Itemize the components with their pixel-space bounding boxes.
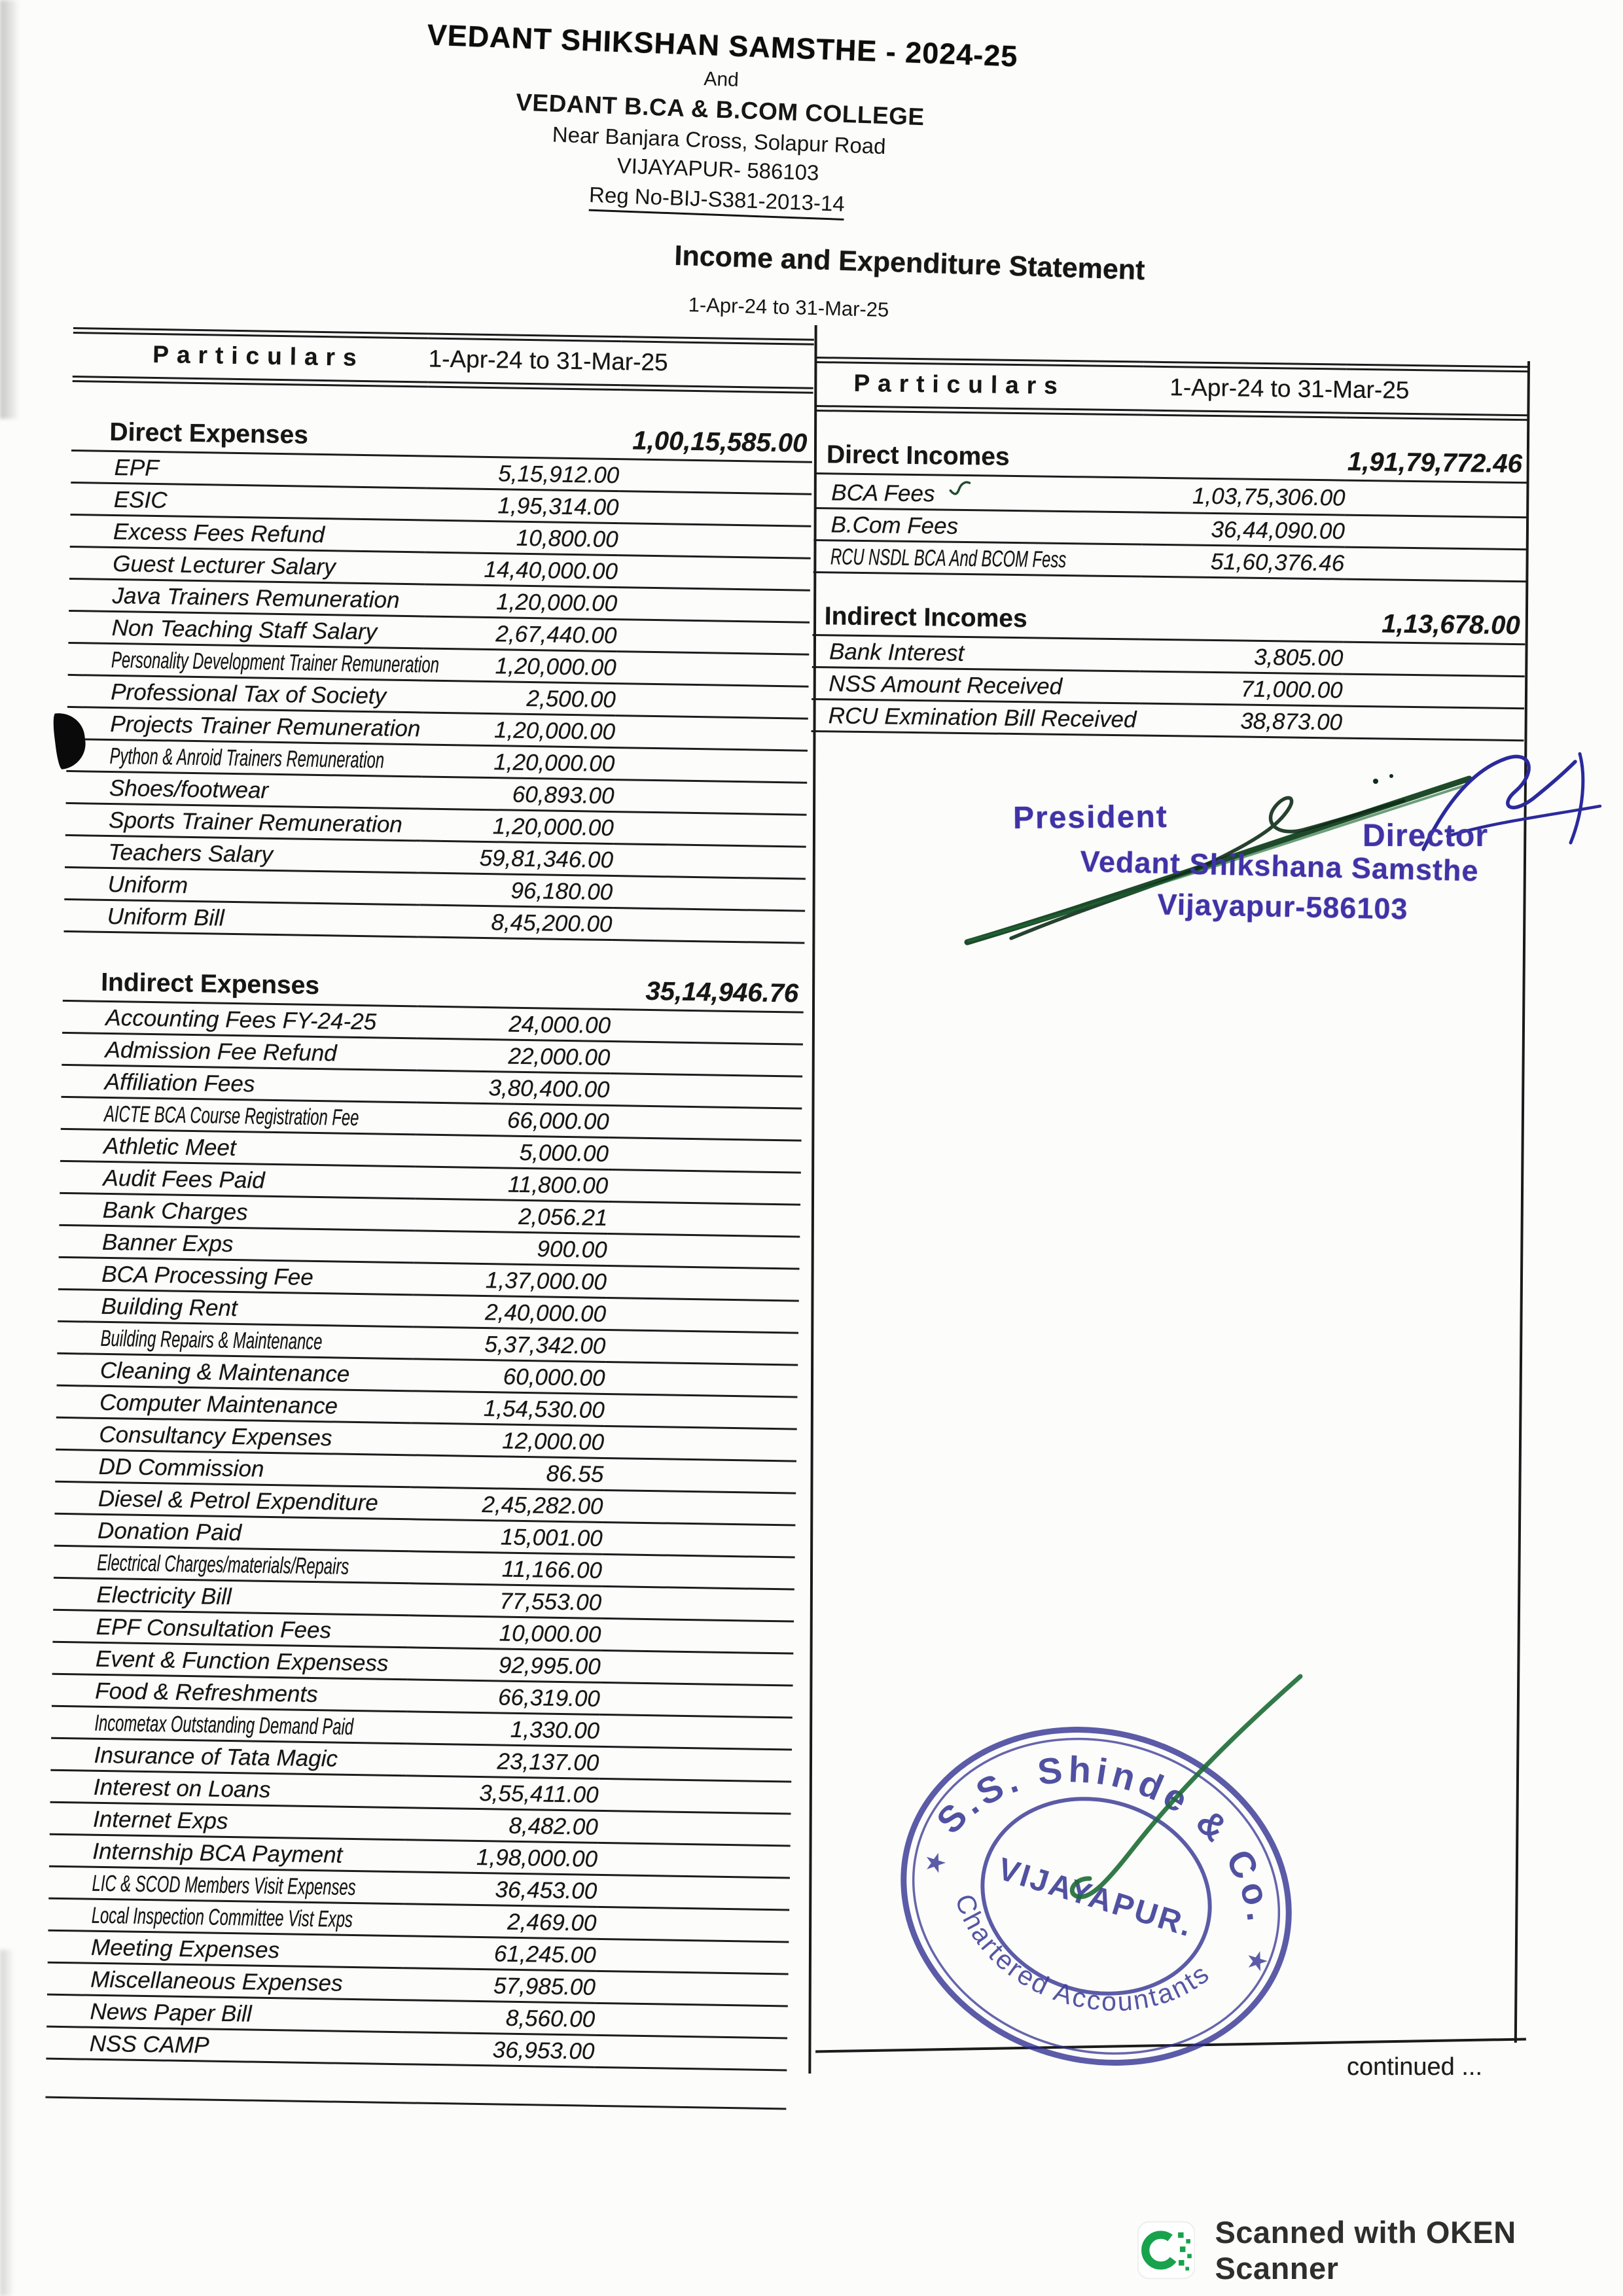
row-empty-cell: [603, 1458, 796, 1493]
row-label-text: Admission Fee Refund: [105, 1036, 337, 1067]
row-amount: 77,553.00: [408, 1583, 601, 1619]
row-label-text: Accounting Fees FY-24-25: [105, 1004, 377, 1035]
row-label: [46, 2026, 402, 2064]
row-empty-cell: [594, 2035, 787, 2070]
row-empty-cell: [617, 588, 810, 623]
row-label: [50, 1770, 406, 1808]
column-header-period: 1-Apr-24 to 31-Mar-25: [1143, 364, 1529, 418]
row-label: [52, 1610, 408, 1648]
row-label: [71, 450, 427, 488]
row-empty-cell: [597, 1810, 791, 1846]
row-empty-cell: [601, 1618, 794, 1653]
address-line: Near Banjara Cross, Solapur Road: [552, 122, 887, 159]
row-amount: 60,893.00: [421, 777, 615, 812]
row-label-text: Affiliation Fees: [104, 1069, 255, 1097]
row-empty-cell: [597, 1875, 790, 1910]
ca-stamp-center-text: VIJAYAPUR.: [993, 1851, 1198, 1944]
column-header-particulars: Particulars: [815, 360, 1144, 413]
row-label: [54, 1513, 410, 1551]
row-empty-cell: [1345, 480, 1527, 518]
row-empty-cell: [616, 652, 809, 687]
section-title: Direct Incomes: [815, 436, 1143, 478]
row-label-text: Electricity Bill: [96, 1581, 232, 1610]
row-empty-cell: [609, 1074, 802, 1109]
row-label: [814, 473, 1143, 512]
city-line: VIJAYAPUR- 586103: [616, 153, 820, 185]
row-amount: 66,000.00: [416, 1103, 609, 1138]
row-label-text: Internship BCA Payment: [92, 1838, 343, 1868]
row-label-text: Projects Trainer Remuneration: [110, 711, 421, 742]
row-label: [62, 1065, 418, 1103]
row-amount: 2,40,000.00: [413, 1295, 606, 1330]
scanner-footer: [1137, 2214, 1623, 2286]
row-label: [60, 1129, 416, 1167]
row-label-text: Personality Development Trainer Remuneration: [111, 646, 440, 678]
row-label-text: BCA Processing Fee: [101, 1261, 314, 1290]
row-label-text: News Paper Bill: [90, 1998, 252, 2027]
row-empty-cell: [610, 1042, 803, 1077]
table-body: [812, 408, 1528, 741]
row-empty-cell: [603, 1490, 796, 1525]
row-amount: 1,54,530.00: [412, 1391, 605, 1426]
row-label: [812, 699, 1140, 735]
row-label-text: Internet Exps: [92, 1806, 228, 1834]
row-label-text: Professional Tax of Society: [110, 679, 387, 709]
row-label-text: Guest Lecturer Salary: [113, 550, 336, 580]
row-empty-cell: [607, 1233, 800, 1269]
org-stamp-line: Vedant Shikshana Samsthe: [1079, 844, 1480, 888]
row-label-text: Donation Paid: [97, 1517, 242, 1546]
row-empty-cell: [600, 1650, 793, 1686]
row-label-text: Athletic Meet: [103, 1133, 236, 1161]
column-header-particulars: Particulars: [73, 330, 429, 385]
row-empty-cell: [619, 459, 812, 495]
row-label-text: Diesel & Petrol Expenditure: [98, 1485, 379, 1516]
row-label-text: Building Repairs & Maintenance: [100, 1325, 323, 1355]
row-label: [813, 508, 1142, 544]
row-amount: 8,45,200.00: [419, 905, 613, 940]
row-label-text: RCU NSDL BCA And BCOM Fess: [830, 544, 1067, 573]
row-label: [813, 540, 1142, 576]
row-label-text: BCA Fees: [831, 480, 935, 507]
row-label-text: Bank Interest: [829, 639, 965, 666]
row-label: [52, 1642, 408, 1680]
oken-scanner-icon: [1137, 2219, 1195, 2281]
row-label-text: Teachers Salary: [108, 839, 274, 868]
row-amount: 92,995.00: [408, 1648, 601, 1683]
row-empty-cell: [1344, 547, 1526, 582]
row-amount: 11,800.00: [416, 1167, 609, 1202]
row-label-text: Food & Refreshments: [94, 1678, 318, 1708]
row-empty-cell: [596, 1971, 789, 2006]
income-table: [811, 357, 1528, 741]
row-label: [59, 1225, 415, 1263]
row-amount: 3,55,411.00: [406, 1776, 599, 1811]
row-empty-cell: [596, 1907, 789, 1942]
row-label-text: Non Teaching Staff Salary: [111, 614, 378, 645]
row-label: [70, 514, 426, 552]
statement-title: Income and Expenditure Statement: [673, 239, 1146, 287]
row-amount: 2,45,282.00: [410, 1487, 603, 1523]
row-label: [66, 739, 422, 777]
row-label-text: NSS Amount Received: [829, 671, 1063, 699]
row-label: [65, 803, 421, 841]
row-amount: 1,03,75,306.00: [1142, 478, 1346, 515]
row-label: [56, 1385, 412, 1423]
row-amount: 51,60,376.46: [1141, 544, 1345, 579]
row-label-text: Miscellaneous Expenses: [90, 1966, 343, 1996]
row-amount: 1,20,000.00: [423, 648, 616, 684]
row-amount: 1,98,000.00: [404, 1840, 597, 1875]
row-label: [62, 1000, 418, 1038]
row-label: [69, 546, 425, 584]
section-total: 1,91,79,772.46: [1143, 441, 1528, 483]
scanner-footer-text: Scanned with OKEN Scanner: [1215, 2215, 1516, 2286]
row-empty-cell: [618, 556, 811, 591]
row-empty-cell: [605, 1330, 798, 1365]
row-label-text: Sports Trainer Remuneration: [108, 807, 403, 838]
row-empty-cell: [599, 1714, 793, 1750]
row-empty-cell: [606, 1298, 799, 1333]
row-amount: 900.00: [414, 1231, 607, 1266]
row-label-text: AICTE BCA Course Registration Fee: [103, 1101, 359, 1131]
row-empty-cell: [615, 684, 808, 719]
star-icon: ★: [919, 1845, 951, 1881]
row-amount: 1,330.00: [406, 1712, 599, 1747]
president-stamp-label: President: [1012, 799, 1168, 836]
college-name: VEDANT B.CA & B.COM COLLEGE: [515, 88, 925, 131]
row-label-text: EPF Consultation Fees: [96, 1614, 332, 1644]
row-empty-cell: [597, 1843, 791, 1878]
row-empty-cell: [604, 1426, 797, 1461]
row-label: [64, 867, 420, 905]
row-amount: 66,319.00: [407, 1680, 600, 1715]
row-label: [49, 1834, 405, 1872]
and-label: And: [703, 67, 740, 91]
expenditure-table: [45, 327, 813, 2110]
row-empty-cell: [598, 1778, 791, 1814]
row-label: [68, 643, 440, 680]
column-header-period: 1-Apr-24 to 31-Mar-25: [428, 336, 814, 391]
row-empty-cell: [599, 1746, 792, 1782]
row-label-text: Interest on Loans: [93, 1774, 271, 1803]
section-total: 1,00,15,585.00: [427, 419, 812, 463]
row-empty-cell: [618, 523, 811, 559]
row-label-text: RCU Exmination Bill Received: [828, 703, 1137, 733]
pen-stroke-over-stamp: [1011, 1662, 1325, 1963]
row-label: [66, 771, 422, 809]
row-label: [50, 1802, 406, 1840]
org-title: VEDANT SHIKSHAN SAMSTHE - 2024-25: [426, 18, 1019, 73]
row-empty-cell: [614, 780, 807, 815]
row-label-text: Meeting Expenses: [90, 1934, 280, 1964]
row-label: [65, 835, 421, 873]
row-amount: 23,137.00: [406, 1744, 599, 1779]
scan-edge-smudge: [0, 1950, 14, 2296]
row-empty-cell: [602, 1554, 795, 1589]
row-label-text: Shoes/footwear: [109, 775, 269, 804]
row-label: [60, 1161, 416, 1199]
row-label-text: Bank Charges: [102, 1197, 248, 1226]
row-label: [48, 1898, 404, 1936]
section-title: Indirect Expenses: [63, 964, 419, 1006]
row-amount: 71,000.00: [1139, 671, 1343, 706]
header-row: [815, 360, 1529, 417]
row-label: [812, 667, 1140, 703]
row-label-text: Computer Maintenance: [99, 1389, 338, 1419]
row-label-text: Consultancy Expenses: [99, 1421, 332, 1451]
row-label-text: Electrical Charges/materials/Repairs: [97, 1549, 349, 1580]
city-stamp-line: Vijayapur-586103: [1157, 887, 1408, 926]
row-label-text: Excess Fees Refund: [113, 519, 325, 548]
row-amount: 2,67,440.00: [424, 616, 617, 652]
row-empty-cell: [602, 1522, 795, 1557]
row-label-text: Insurance of Tata Magic: [94, 1742, 338, 1772]
row-empty-cell: [1342, 674, 1524, 709]
row-amount: 10,000.00: [408, 1616, 601, 1651]
row-label: [56, 1417, 412, 1455]
row-label: [69, 578, 425, 616]
row-label-text: Cleaning & Maintenance: [99, 1357, 350, 1387]
row-label-text: Building Rent: [101, 1293, 238, 1322]
row-label-text: Java Trainers Remuneration: [112, 582, 400, 613]
row-label: [67, 675, 423, 713]
row-label: [48, 1866, 404, 1904]
row-empty-cell: [1343, 642, 1525, 677]
star-icon: ★: [1241, 1943, 1273, 1979]
row-label-text: NSS CAMP: [89, 2030, 209, 2058]
row-label-text: Local Inspection Committee Vist Exps: [91, 1902, 353, 1933]
row-label-text: ESIC: [113, 487, 168, 514]
row-amount: 14,40,000.00: [425, 552, 618, 588]
row-label: [70, 482, 426, 520]
row-label: [55, 1449, 411, 1487]
row-amount: 1,20,000.00: [422, 745, 615, 780]
row-empty-cell: [615, 748, 808, 783]
row-label: [59, 1193, 415, 1231]
row-label: [46, 1994, 402, 2032]
row-label-text: Incometax Outstanding Demand Paid: [94, 1710, 354, 1740]
row-amount: 86.55: [411, 1455, 604, 1491]
row-amount: 36,44,090.00: [1141, 512, 1345, 547]
row-label: [54, 1545, 410, 1583]
row-amount: 3,805.00: [1140, 639, 1344, 674]
row-empty-cell: [601, 1586, 794, 1621]
row-empty-cell: [613, 844, 806, 879]
row-label-text: LIC & SCOD Members Visit Expenses: [92, 1870, 356, 1901]
row-label: [57, 1321, 413, 1359]
row-amount: 11,166.00: [409, 1551, 602, 1587]
row-label: [58, 1257, 414, 1295]
row-empty-cell: [611, 1010, 804, 1045]
row-amount: 24,000.00: [418, 1006, 611, 1042]
row-amount: 8,560.00: [402, 2000, 595, 2036]
statement-period: 1-Apr-24 to 31-Mar-25: [688, 292, 889, 322]
row-label: [57, 1353, 413, 1391]
registration-number: Reg No-BIJ-S381-2013-14: [588, 183, 845, 221]
row-amount: 5,000.00: [416, 1135, 609, 1170]
row-label: [47, 1962, 403, 2000]
row-amount: 2,500.00: [423, 680, 616, 716]
ca-stamp-firm-arc: S.S. Shinde & Co.: [928, 1748, 1282, 1928]
row-label-text: DD Commission: [98, 1453, 264, 1482]
row-amount: 36,453.00: [404, 1872, 597, 1907]
row-label-text: EPF: [114, 455, 160, 482]
table-header: [815, 360, 1529, 417]
row-amount: 1,95,314.00: [426, 488, 619, 523]
row-label-text: Audit Fees Paid: [103, 1165, 265, 1193]
row-empty-cell: [1342, 706, 1524, 741]
row-empty-cell: [606, 1265, 799, 1301]
row-label-text: Python & Anroid Trainers Remuneration: [109, 743, 385, 773]
row-amount: 57,985.00: [402, 1968, 596, 2004]
row-amount: 3,80,400.00: [417, 1070, 610, 1106]
director-stamp-label: Director: [1363, 819, 1489, 853]
row-label: [67, 707, 423, 745]
row-label-text: Event & Function Expensess: [95, 1646, 389, 1676]
section-title: Indirect Incomes: [812, 598, 1141, 639]
row-amount: 96,180.00: [420, 873, 613, 908]
row-empty-cell: [1345, 515, 1527, 550]
row-amount: 60,000.00: [412, 1359, 605, 1394]
row-amount: 36,953.00: [402, 2032, 595, 2068]
row-empty-cell: [605, 1362, 798, 1397]
row-label-text: B.Com Fees: [830, 512, 959, 539]
row-amount: 38,873.00: [1139, 703, 1342, 738]
row-label: [812, 635, 1141, 671]
row-label: [50, 1738, 406, 1776]
row-empty-cell: [608, 1170, 801, 1205]
section-total: 1,13,678.00: [1140, 603, 1525, 645]
row-empty-cell: [612, 908, 805, 944]
row-empty-cell: [609, 1138, 802, 1173]
row-amount: 59,81,346.00: [420, 841, 613, 876]
row-label: [58, 1289, 414, 1327]
row-empty-cell: [613, 876, 806, 911]
row-amount: 22,000.00: [418, 1038, 611, 1074]
section-total: 35,14,946.76: [418, 969, 804, 1012]
row-empty-cell: [615, 716, 808, 751]
row-amount: 61,245.00: [403, 1936, 596, 1971]
row-amount: 12,000.00: [411, 1423, 604, 1458]
section-title: Direct Expenses: [71, 414, 427, 456]
row-empty-cell: [596, 1939, 789, 1974]
row-amount: 10,800.00: [425, 520, 618, 556]
row-empty-cell: [613, 812, 806, 847]
continued-label: continued ...: [1347, 2053, 1483, 2081]
row-label-text: Uniform: [107, 871, 188, 898]
row-label-text: Uniform Bill: [107, 903, 225, 931]
row-empty-cell: [607, 1201, 800, 1237]
row-empty-cell: [616, 620, 810, 655]
table-body: [46, 379, 813, 2109]
row-amount: 1,37,000.00: [414, 1263, 607, 1298]
row-amount: 15,001.00: [410, 1519, 603, 1555]
row-empty-cell: [604, 1394, 797, 1429]
row-amount: 5,15,912.00: [427, 456, 620, 491]
row-label-text: Banner Exps: [101, 1229, 234, 1258]
row-label: [48, 1930, 404, 1968]
row-amount: 1,20,000.00: [421, 809, 614, 844]
ca-stamp-profession-arc: Chartered Accountants: [949, 1890, 1216, 2017]
row-amount: 1,20,000.00: [422, 713, 615, 748]
checkmark-icon: [948, 477, 972, 506]
row-label: [51, 1706, 407, 1744]
row-empty-cell: [618, 491, 812, 527]
row-label: [55, 1481, 411, 1519]
row-amount: 5,37,342.00: [413, 1327, 606, 1362]
row-label: [63, 899, 419, 937]
row-label: [53, 1578, 409, 1616]
row-label: [61, 1097, 417, 1135]
row-label: [68, 610, 424, 648]
row-empty-cell: [595, 2003, 788, 2038]
row-label: [52, 1674, 408, 1712]
document-header: [324, 14, 1116, 230]
row-amount: 8,482.00: [405, 1808, 598, 1843]
row-empty-cell: [599, 1682, 793, 1718]
scan-edge-smudge: [0, 0, 20, 419]
row-empty-cell: [609, 1106, 802, 1141]
row-label: [62, 1033, 418, 1070]
row-amount: 2,469.00: [404, 1904, 597, 1939]
row-amount: 2,056.21: [415, 1199, 608, 1234]
row-amount: 1,20,000.00: [424, 584, 617, 620]
